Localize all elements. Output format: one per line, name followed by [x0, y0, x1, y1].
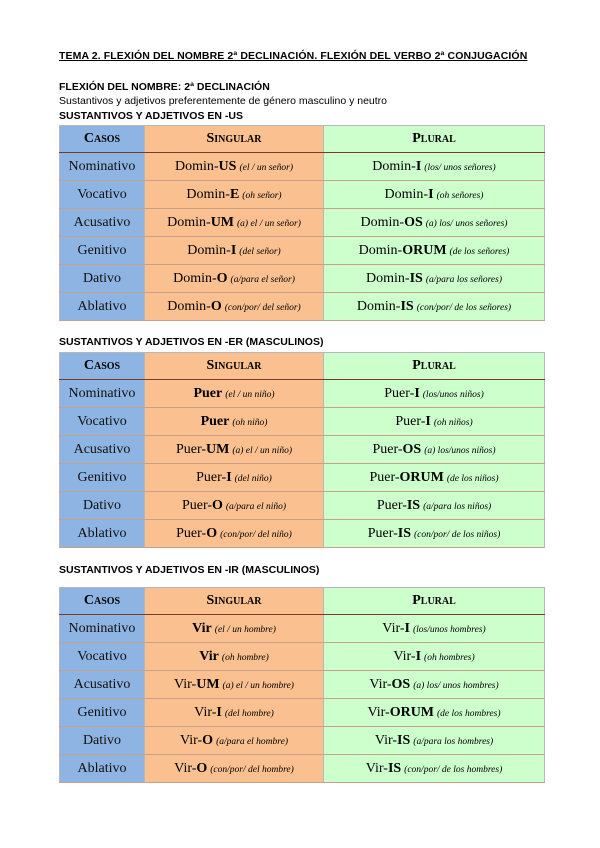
table-row: [60, 237, 545, 265]
singular-stem: Domin-: [173, 270, 217, 286]
plural-ending: ORUM: [389, 704, 435, 720]
case-name: Genitivo: [60, 237, 145, 265]
table-row: [60, 671, 545, 699]
singular-ending: O: [206, 525, 218, 541]
singular-translation: (del niño): [234, 473, 272, 484]
plural-translation: (a/para los hombres): [413, 736, 494, 747]
plural-translation: (de los señores): [449, 246, 510, 257]
plural-translation: (con/por/ de los señores): [416, 302, 512, 313]
plural-translation: (oh hombres): [424, 652, 475, 663]
singular-form: [145, 615, 324, 643]
header-singular: Singular: [145, 588, 324, 615]
case-name: Acusativo: [60, 671, 145, 699]
singular-ending: UM: [210, 214, 235, 230]
table-row: [60, 265, 545, 293]
singular-form: [145, 436, 324, 464]
singular-ending: Puer: [193, 385, 223, 401]
singular-stem: Puer-: [181, 497, 212, 513]
plural-stem: Puer-: [384, 385, 415, 401]
table-row: [60, 699, 545, 727]
table-row: [60, 755, 545, 783]
singular-translation: (el / un señor): [239, 162, 294, 173]
plural-form: [324, 237, 545, 265]
plural-form: [324, 643, 545, 671]
singular-ending: O: [210, 298, 222, 314]
singular-translation: (del hombre): [224, 708, 274, 719]
plural-stem: Puer-: [376, 497, 407, 513]
plural-ending: IS: [387, 760, 402, 776]
plural-form: [324, 699, 545, 727]
singular-translation: (oh señor): [242, 190, 282, 201]
singular-stem: Puer-: [175, 441, 207, 457]
plural-stem: Puer-: [395, 413, 426, 429]
plural-translation: (los/unos hombres): [412, 624, 486, 635]
singular-form: [145, 492, 324, 520]
singular-form: [145, 520, 324, 548]
case-name: Dativo: [60, 727, 145, 755]
singular-ending: US: [218, 158, 237, 174]
table-row: [60, 727, 545, 755]
plural-translation: (los/unos niños): [422, 389, 484, 400]
singular-translation: (el / un niño): [225, 389, 275, 400]
plural-translation: (a) los/ unos señores): [425, 218, 508, 229]
plural-ending: ORUM: [402, 242, 447, 258]
singular-form: [145, 727, 324, 755]
plural-form: [324, 464, 545, 492]
singular-ending: Vir: [199, 648, 219, 664]
singular-form: [145, 671, 324, 699]
singular-stem: Vir-: [179, 732, 203, 748]
table-row: [60, 408, 545, 436]
singular-stem: Vir-: [194, 704, 217, 720]
plural-ending: IS: [409, 270, 423, 286]
singular-stem: Vir-: [174, 760, 197, 776]
singular-ending: O: [216, 270, 228, 286]
plural-translation: (de los hombres): [437, 708, 501, 719]
singular-translation: (el / un hombre): [214, 624, 276, 635]
singular-form: [145, 293, 324, 321]
singular-translation: (a/para el niño): [225, 501, 287, 512]
section-subtext: Sustantivos y adjetivos preferentemente de género masculino y neutro: [59, 95, 388, 107]
plural-form: [324, 436, 545, 464]
case-name: Nominativo: [60, 615, 145, 643]
plural-stem: Vir-: [382, 620, 405, 636]
header-plural: Plural: [324, 353, 545, 380]
plural-ending: OS: [404, 214, 423, 230]
plural-ending: I: [404, 620, 410, 636]
plural-translation: (oh niños): [433, 417, 473, 428]
header-casos: Casos: [60, 126, 145, 153]
table-header-row: [60, 353, 545, 380]
plural-translation: (con/por/ de los niños): [413, 529, 501, 540]
table-row: [60, 643, 545, 671]
plural-ending: I: [428, 186, 434, 202]
plural-translation: (a) los/unos niños): [424, 445, 496, 456]
plural-translation: (de los niños): [446, 473, 499, 484]
singular-form: [145, 643, 324, 671]
case-name: Ablativo: [60, 293, 145, 321]
plural-stem: Vir-: [367, 704, 390, 720]
plural-ending: OS: [391, 676, 411, 692]
case-name: Vocativo: [60, 408, 145, 436]
plural-stem: Domin-: [366, 270, 410, 286]
plural-form: [324, 615, 545, 643]
table-heading-us: SUSTANTIVOS Y ADJETIVOS EN -US: [59, 110, 243, 122]
plural-stem: Puer-: [369, 469, 400, 485]
case-name: Acusativo: [60, 209, 145, 237]
plural-stem: Puer-: [372, 441, 403, 457]
table-row: [60, 520, 545, 548]
singular-translation: (a) el / un señor): [237, 218, 301, 229]
plural-ending: I: [425, 413, 431, 429]
header-plural: Plural: [324, 126, 545, 153]
singular-stem: Domin-: [167, 298, 211, 314]
table-row: [60, 615, 545, 643]
plural-form: [324, 671, 545, 699]
singular-form: [145, 209, 324, 237]
plural-stem: Puer-: [367, 525, 398, 541]
singular-form: [145, 755, 324, 783]
plural-ending: I: [415, 648, 422, 664]
singular-form: [145, 181, 324, 209]
singular-form: [145, 408, 324, 436]
declension-table-ir: [59, 587, 545, 783]
singular-form: [145, 464, 324, 492]
table-header-row: [60, 588, 545, 615]
case-name: Acusativo: [60, 436, 145, 464]
singular-translation: (oh niño): [232, 417, 268, 428]
table-row: [60, 436, 545, 464]
section-heading: FLEXIÓN DEL NOMBRE: 2ª DECLINACIÓN: [59, 81, 270, 93]
singular-translation: (a/para el señor): [230, 274, 295, 285]
table-row: [60, 464, 545, 492]
header-casos: Casos: [60, 588, 145, 615]
singular-ending: I: [230, 242, 237, 258]
plural-form: [324, 293, 545, 321]
singular-ending: UM: [196, 676, 220, 692]
plural-stem: Domin-: [384, 186, 429, 202]
plural-translation: (a) los/ unos hombres): [413, 680, 499, 691]
plural-form: [324, 492, 545, 520]
singular-ending: Vir: [192, 620, 212, 636]
singular-translation: (con/por/ del señor): [224, 302, 301, 313]
singular-stem: Puer-: [196, 469, 227, 485]
singular-stem: Vir-: [174, 676, 197, 692]
header-singular: Singular: [145, 126, 324, 153]
table-row: [60, 380, 545, 408]
case-name: Vocativo: [60, 643, 145, 671]
plural-stem: Vir-: [393, 648, 416, 664]
plural-stem: Domin-: [356, 298, 401, 314]
plural-stem: Domin-: [372, 158, 416, 174]
plural-ending: IS: [406, 497, 421, 513]
plural-form: [324, 727, 545, 755]
singular-form: [145, 699, 324, 727]
case-name: Vocativo: [60, 181, 145, 209]
singular-form: [145, 265, 324, 293]
table-row: [60, 209, 545, 237]
table-row: [60, 492, 545, 520]
table-row: [60, 181, 545, 209]
plural-form: [324, 209, 545, 237]
plural-stem: Domin-: [360, 214, 405, 230]
table-header-row: [60, 126, 545, 153]
plural-ending: IS: [397, 732, 411, 748]
plural-form: [324, 520, 545, 548]
table-row: [60, 153, 545, 181]
table-heading-ir: SUSTANTIVOS Y ADJETIVOS EN -IR (MASCULINOS): [59, 564, 320, 576]
singular-ending: O: [211, 497, 223, 513]
singular-ending: UM: [206, 441, 230, 457]
singular-translation: (a) el / un hombre): [222, 680, 294, 691]
singular-translation: (del señor): [239, 246, 281, 257]
plural-form: [324, 153, 545, 181]
plural-stem: Domin-: [358, 242, 403, 258]
plural-ending: IS: [400, 298, 414, 314]
table-heading-er: SUSTANTIVOS Y ADJETIVOS EN -ER (MASCULINOS): [59, 336, 324, 348]
singular-ending: O: [196, 760, 208, 776]
plural-translation: (a/para los señores): [425, 274, 502, 285]
plural-ending: I: [414, 385, 420, 401]
case-name: Ablativo: [60, 520, 145, 548]
case-name: Nominativo: [60, 380, 145, 408]
plural-translation: (a/para los niños): [423, 501, 492, 512]
plural-ending: I: [415, 158, 422, 174]
singular-form: [145, 380, 324, 408]
singular-ending: Puer: [200, 413, 230, 429]
plural-translation: (con/por/ de los hombres): [404, 764, 503, 775]
singular-stem: Domin-: [167, 214, 211, 230]
declension-table-us: [59, 125, 545, 321]
declension-table-er: [59, 352, 545, 548]
singular-stem: Puer-: [176, 525, 207, 541]
case-name: Genitivo: [60, 464, 145, 492]
header-casos: Casos: [60, 353, 145, 380]
plural-stem: Vir-: [365, 760, 388, 776]
case-name: Genitivo: [60, 699, 145, 727]
singular-translation: (con/por/ del niño): [220, 529, 292, 540]
singular-translation: (con/por/ del hombre): [210, 764, 294, 775]
plural-form: [324, 380, 545, 408]
plural-stem: Vir-: [369, 676, 392, 692]
singular-stem: Domin-: [174, 158, 219, 174]
header-plural: Plural: [324, 588, 545, 615]
plural-form: [324, 408, 545, 436]
page-title: TEMA 2. FLEXIÓN DEL NOMBRE 2ª DECLINACIÓN. FLEXIÓN DEL VERBO 2ª CONJUGACIÓN: [59, 50, 528, 62]
singular-stem: Domin-: [187, 242, 231, 258]
case-name: Ablativo: [60, 755, 145, 783]
singular-ending: I: [216, 704, 222, 720]
plural-form: [324, 755, 545, 783]
plural-stem: Vir-: [374, 732, 398, 748]
singular-ending: O: [202, 732, 214, 748]
plural-ending: OS: [402, 441, 422, 457]
plural-ending: IS: [397, 525, 411, 541]
case-name: Dativo: [60, 492, 145, 520]
singular-ending: I: [226, 469, 232, 485]
singular-stem: Domin-: [186, 186, 230, 202]
plural-form: [324, 181, 545, 209]
singular-ending: E: [229, 186, 240, 202]
singular-form: [145, 153, 324, 181]
table-row: [60, 293, 545, 321]
singular-form: [145, 237, 324, 265]
plural-translation: (oh señores): [436, 190, 484, 201]
case-name: Dativo: [60, 265, 145, 293]
singular-translation: (a) el / un niño): [232, 445, 292, 456]
singular-translation: (a/para el hombre): [216, 736, 289, 747]
case-name: Nominativo: [60, 153, 145, 181]
plural-translation: (los/ unos señores): [424, 162, 496, 173]
plural-ending: ORUM: [399, 469, 444, 485]
singular-translation: (oh hombre): [221, 652, 269, 663]
header-singular: Singular: [145, 353, 324, 380]
plural-form: [324, 265, 545, 293]
